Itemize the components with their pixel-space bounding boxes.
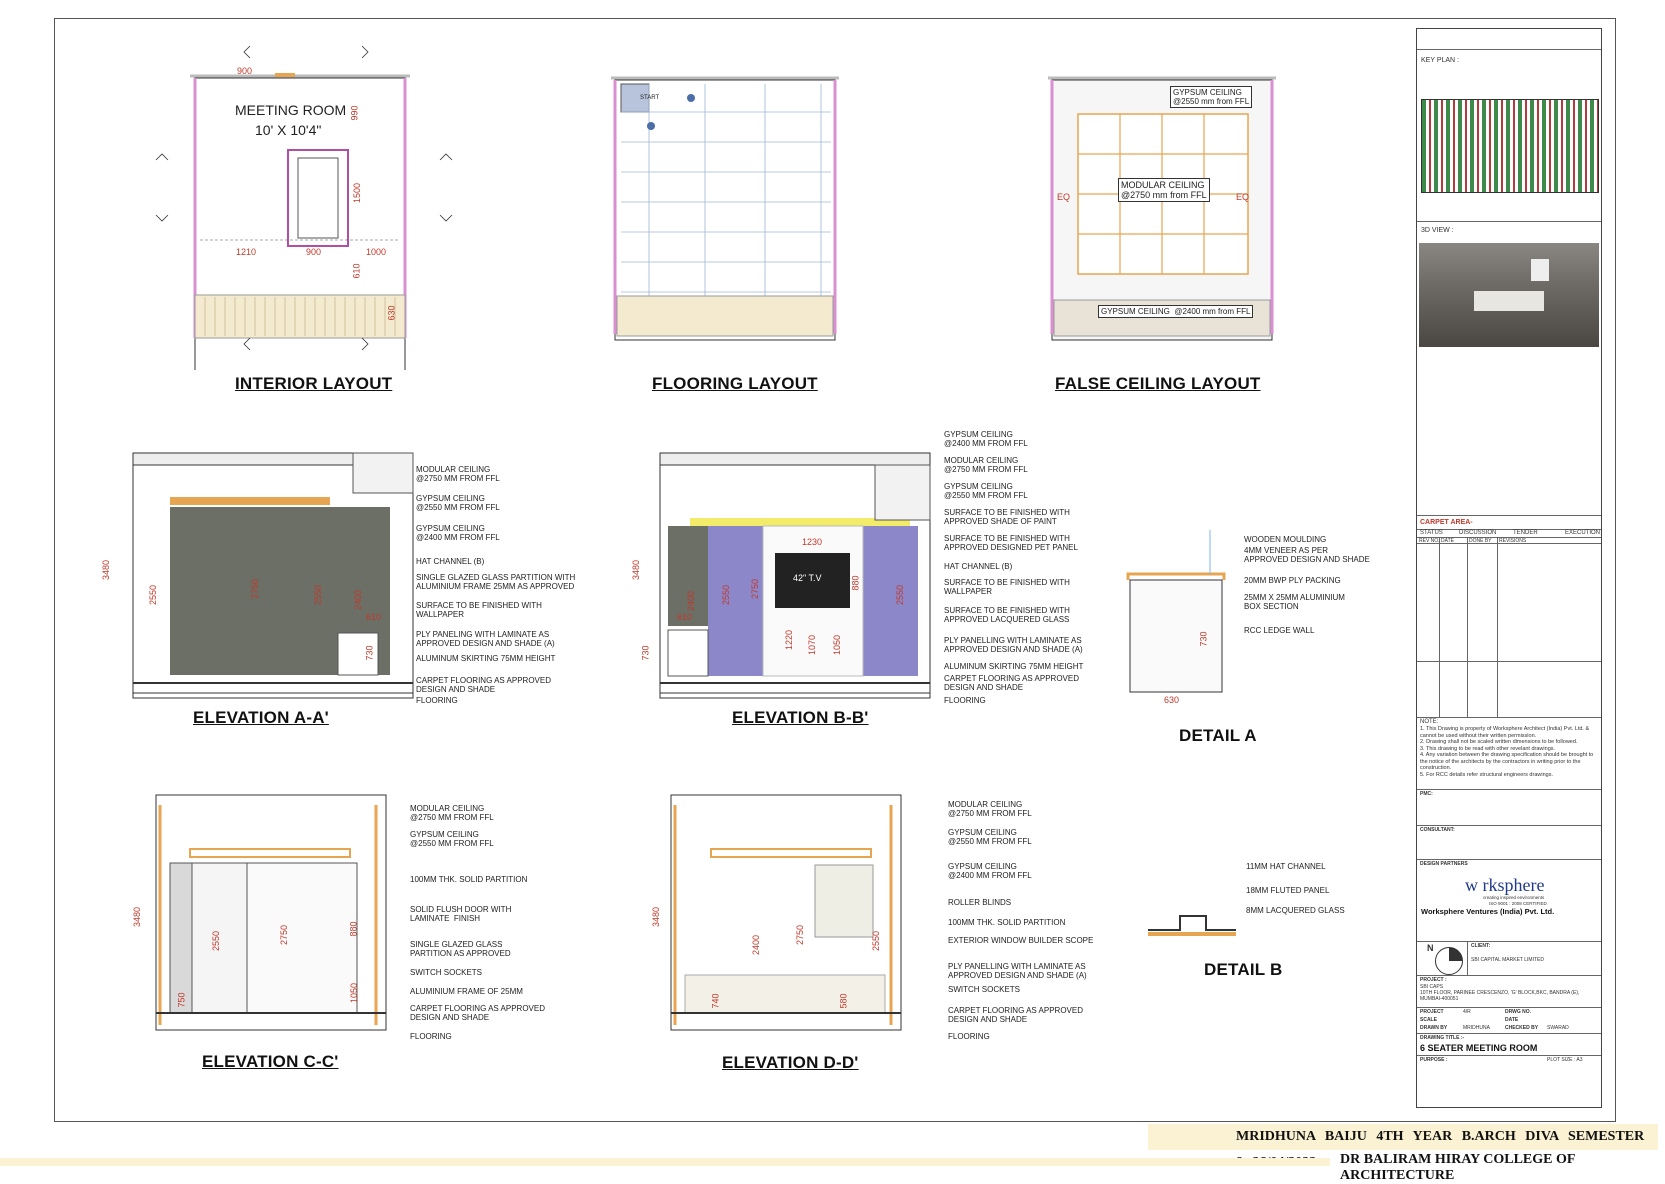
dim-label: 2750 [250,578,261,600]
drawing-note: SURFACE TO BE FINISHED WITH WALLPAPER [416,601,542,619]
dim-label: 1000 [366,247,387,257]
dim-label: 2750 [795,924,806,946]
elevation-a-drawing [100,425,420,705]
tv-label: 42" T.V [793,573,822,583]
drawing-note: SINGLE GLAZED GLASS PARTITION WITH ALUMINIUM FRAME 25MM AS APPROVED [416,573,576,591]
false-ceiling-title: FALSE CEILING LAYOUT [1055,374,1261,393]
drawing-note: SOLID FLUSH DOOR WITH LAMINATE FINISH [410,905,512,923]
brand-cert: ISO 9001 : 2008 CERTIFIED [1489,901,1547,906]
drawing-note: SURFACE TO BE FINISHED WITH APPROVED LACQUERED GLASS [944,606,1070,624]
dim-label: 2750 [750,578,761,600]
drawing-note: PLY PANELLING WITH LAMINATE AS APPROVED DESIGN AND SHADE (A) [948,962,1087,980]
status-header: TENDER [1513,530,1538,536]
drawing-note: ALUMINUM SKIRTING 75MM HEIGHT [944,662,1084,671]
dim-label: 2400 [353,589,364,611]
drawing-note: FLOORING [944,696,986,705]
north-arrow-icon [1435,947,1463,975]
meta-cell: SCALE [1420,1017,1437,1023]
note-text: 1. This Drawing is property of Worksphere Architect (India) Pvt. Ltd. & cannot be used without their written permission. 2. Drawing shall not be scaled written dimensions to be followed. 3. This drawing to be read with other revelant drawings. 4. Any variation between the drawing specification should be brought to the notice of the architects by the contractors in writing prior to the construction. 5. For RCC details refer structural engineers drawings. [1420,726,1594,778]
meta-cell: SWARAD [1547,1025,1569,1031]
drawing-note: FLOORING [410,1032,452,1041]
elevation-b-title: ELEVATION B-B' [732,708,869,727]
project-label: PROJECT : [1420,977,1447,983]
gypsum-ceiling-top-label: GYPSUM CEILING @2550 mm from FFL [1170,86,1252,108]
3d-view-label: 3D VIEW : [1421,227,1454,234]
dim-label: 2550 [721,584,732,606]
rev-header: REV NO. [1419,538,1440,544]
dim-label: 2400 [686,590,697,612]
drawing-note: HAT CHANNEL (B) [944,562,1013,571]
flooring-layout-title: FLOORING LAYOUT [652,374,818,393]
dim-label: 730 [640,645,651,661]
dim-label: 2550 [871,930,882,952]
drawing-note: 25MM X 25MM ALUMINIUM BOX SECTION [1244,593,1345,611]
dim-label: 990 [349,105,360,121]
drawing-note: MODULAR CEILING @2750 MM FROM FFL [948,800,1032,818]
interior-layout-plan [150,40,470,370]
meta-cell: 4/R [1463,1009,1471,1015]
drawing-note: CARPET FLOORING AS APPROVED DESIGN AND SHADE [416,676,551,694]
dim-label: 610 [677,612,693,622]
rev-header: REVISIONS [1499,538,1527,544]
dim-label: 2550 [148,584,159,606]
detail-b-title: DETAIL B [1204,960,1283,979]
drawing-note: HAT CHANNEL (B) [416,557,485,566]
dim-label: 2400 [751,934,762,956]
dim-label: 3480 [651,906,662,928]
dim-label: 730 [364,645,375,661]
pmc-label: PMC: [1420,791,1433,797]
drawing-note: CARPET FLOORING AS APPROVED DESIGN AND SHADE [944,674,1079,692]
elevation-c-title: ELEVATION C-C' [202,1052,339,1071]
key-plan-label: KEY PLAN : [1421,57,1460,64]
status-header: STATUS [1420,530,1443,536]
plot-size: PLOT SIZE : A3 [1547,1057,1583,1063]
elevation-d-title: ELEVATION D-D' [722,1053,859,1072]
drawing-note: SURFACE TO BE FINISHED WITH APPROVED DESIGNED PET PANEL [944,534,1078,552]
dim-label: 580 [838,993,849,1009]
dim-label: 1070 [807,634,818,656]
dim-label: 610 [351,263,362,279]
elevation-d-drawing [655,785,915,1035]
meta-cell: PROJECT [1420,1009,1444,1015]
rev-header: DATE [1441,538,1454,544]
drawing-note: 8MM LACQUERED GLASS [1246,906,1345,915]
gypsum-ceiling-bottom-label: GYPSUM CEILING @2400 mm from FFL [1098,305,1253,318]
carpet-area-label: CARPET AREA- [1420,519,1473,526]
dim-label: 610 [366,612,382,622]
drawing-note: 100MM THK. SOLID PARTITION [410,875,528,884]
drawing-note: MODULAR CEILING @2750 MM FROM FFL [410,804,494,822]
dim-label: 3480 [132,906,143,928]
design-partners-label: DESIGN PARTNERS [1420,861,1468,867]
room-size: 10' X 10'4" [255,122,322,138]
elevation-b-drawing [620,425,940,705]
meta-cell: DRAWN BY [1420,1025,1448,1031]
meta-cell: DRWG NO. [1505,1009,1532,1015]
dim-label: 3480 [631,559,642,581]
drawing-note: GYPSUM CEILING @2400 MM FROM FFL [944,430,1028,448]
dim-label: 900 [306,247,322,257]
detail-a-title: DETAIL A [1179,726,1257,745]
false-ceiling-plan [1042,74,1282,344]
meta-cell: CHECKED BY [1505,1025,1539,1031]
drawing-note: FLOORING [416,696,458,705]
brand-tagline: creating inspired environments [1483,895,1545,900]
drawing-note: 4MM VENEER AS PER APPROVED DESIGN AND SHADE [1244,546,1370,564]
dim-label: 880 [348,921,359,937]
drawing-note: ALUMINIUM FRAME OF 25MM [410,987,523,996]
drawing-note: SINGLE GLAZED GLASS PARTITION AS APPROVED [410,940,511,958]
project-text: SBI CAPS 10TH FLOOR, PARINEE CRESCENZO, 'G' BLOCK,BKC, BANDRA (E), MUMBAI-400051 [1420,984,1580,1002]
eq-label: EQ [1236,192,1250,202]
dim-label: 900 [237,66,253,76]
dim-label: 3480 [101,559,112,581]
drawing-note: MODULAR CEILING @2750 MM FROM FFL [416,465,500,483]
key-plan-image [1421,99,1599,193]
drawing-note: SURFACE TO BE FINISHED WITH APPROVED SHADE OF PAINT [944,508,1070,526]
drawing-note: ALUMINUM SKIRTING 75MM HEIGHT [416,654,556,663]
dim-label: 730 [1198,631,1209,647]
drawing-note: MODULAR CEILING @2750 MM FROM FFL [944,456,1028,474]
purpose-label: PURPOSE : [1420,1057,1448,1063]
dim-label: 1210 [236,247,257,257]
drawing-note: GYPSUM CEILING @2550 MM FROM FFL [944,482,1028,500]
drawing-note: 11MM HAT CHANNEL [1246,862,1326,871]
room-label: MEETING ROOM [235,102,347,118]
student-info-bar: MRIDHUNA BAIJU 4TH YEAR B.ARCH DIVA SEMESTER [1148,1124,1658,1150]
eq-label: EQ [1057,192,1071,202]
drawing-note: SWITCH SOCKETS [948,985,1021,994]
drawing-note: CARPET FLOORING AS APPROVED DESIGN AND SHADE [948,1006,1083,1024]
dim-label: 880 [850,575,861,591]
interior-layout-title: INTERIOR LAYOUT [235,374,393,393]
consultant-label: CONSULTANT: [1420,827,1455,833]
drawing-note: GYPSUM CEILING @2550 MM FROM FFL [416,494,500,512]
dim-label: 630 [386,305,397,321]
dim-label: 2550 [313,584,324,606]
drawing-note: 100MM THK. SOLID PARTITION [948,918,1066,927]
drawing-note: EXTERIOR WINDOW BUILDER SCOPE [948,936,1094,945]
drawing-note: 20MM BWP PLY PACKING [1244,576,1341,585]
drawing-note: GYPSUM CEILING @2550 MM FROM FFL [410,830,494,848]
drawing-note: GYPSUM CEILING @2400 MM FROM FFL [948,862,1032,880]
dim-label: 630 [1164,695,1180,705]
drawing-note: FLOORING [948,1032,990,1041]
worksphere-logo: w rksphere [1465,875,1545,895]
modular-ceiling-label: MODULAR CEILING @2750 mm from FFL [1118,178,1210,202]
company-name: Worksphere Ventures (India) Pvt. Ltd. [1421,907,1555,916]
dim-label: 1050 [832,634,843,656]
dim-label: 750 [176,992,187,1008]
dim-label: 1500 [352,182,363,204]
meta-cell: DATE [1505,1017,1519,1023]
flooring-layout-plan [605,74,845,344]
drawing-note: SWITCH SOCKETS [410,968,483,977]
detail-a-drawing [1120,530,1230,700]
drawing-note: GYPSUM CEILING @2550 MM FROM FFL [948,828,1032,846]
dim-label: 2550 [211,930,222,952]
drawing-note: 18MM FLUTED PANEL [1246,886,1330,895]
dim-label: 1050 [349,982,360,1004]
drawing-note: RCC LEDGE WALL [1244,626,1315,635]
dim-label: 2750 [279,924,290,946]
north-label: N [1427,943,1434,953]
status-header: DISCUSSION [1459,530,1497,536]
footer-band [0,1158,1330,1166]
start-label: START [640,95,660,101]
3d-view-image [1419,243,1599,347]
detail-b-drawing [1140,880,1250,940]
client-label: CLIENT: [1471,943,1491,949]
drawing-note: PLY PANELING WITH LAMINATE AS APPROVED DESIGN AND SHADE (A) [416,630,555,648]
drawing-note: WOODEN MOULDING [1244,535,1327,544]
elevation-a-title: ELEVATION A-A' [193,708,329,727]
status-header: EXECUTION [1565,530,1601,536]
title-block [1416,28,1602,1108]
drawing-note: CARPET FLOORING AS APPROVED DESIGN AND SHADE [410,1004,545,1022]
dim-label: 2550 [895,584,906,606]
meta-cell: MRIDHUNA [1463,1025,1490,1031]
dim-label: 1220 [784,629,795,651]
drawing-note: ROLLER BLINDS [948,898,1012,907]
rev-header: DONE BY [1469,538,1492,544]
note-title: NOTE: [1420,719,1439,725]
drawing-note: PLY PANELLING WITH LAMINATE AS APPROVED DESIGN AND SHADE (A) [944,636,1083,654]
client-name: SBI CAPITAL MARKET LIMITED [1471,957,1544,963]
drawing-note: GYPSUM CEILING @2400 MM FROM FFL [416,524,500,542]
dim-label: 1230 [802,537,823,547]
drawing-note: SURFACE TO BE FINISHED WITH WALLPAPER [944,578,1070,596]
drawing-title: 6 SEATER MEETING ROOM [1420,1043,1538,1053]
dim-label: 740 [710,993,721,1009]
drawing-title-label: DRAWING TITLE :- [1420,1035,1465,1041]
college-name: DR BALIRAM HIRAY COLLEGE OF ARCHITECTURE [1340,1152,1575,1183]
